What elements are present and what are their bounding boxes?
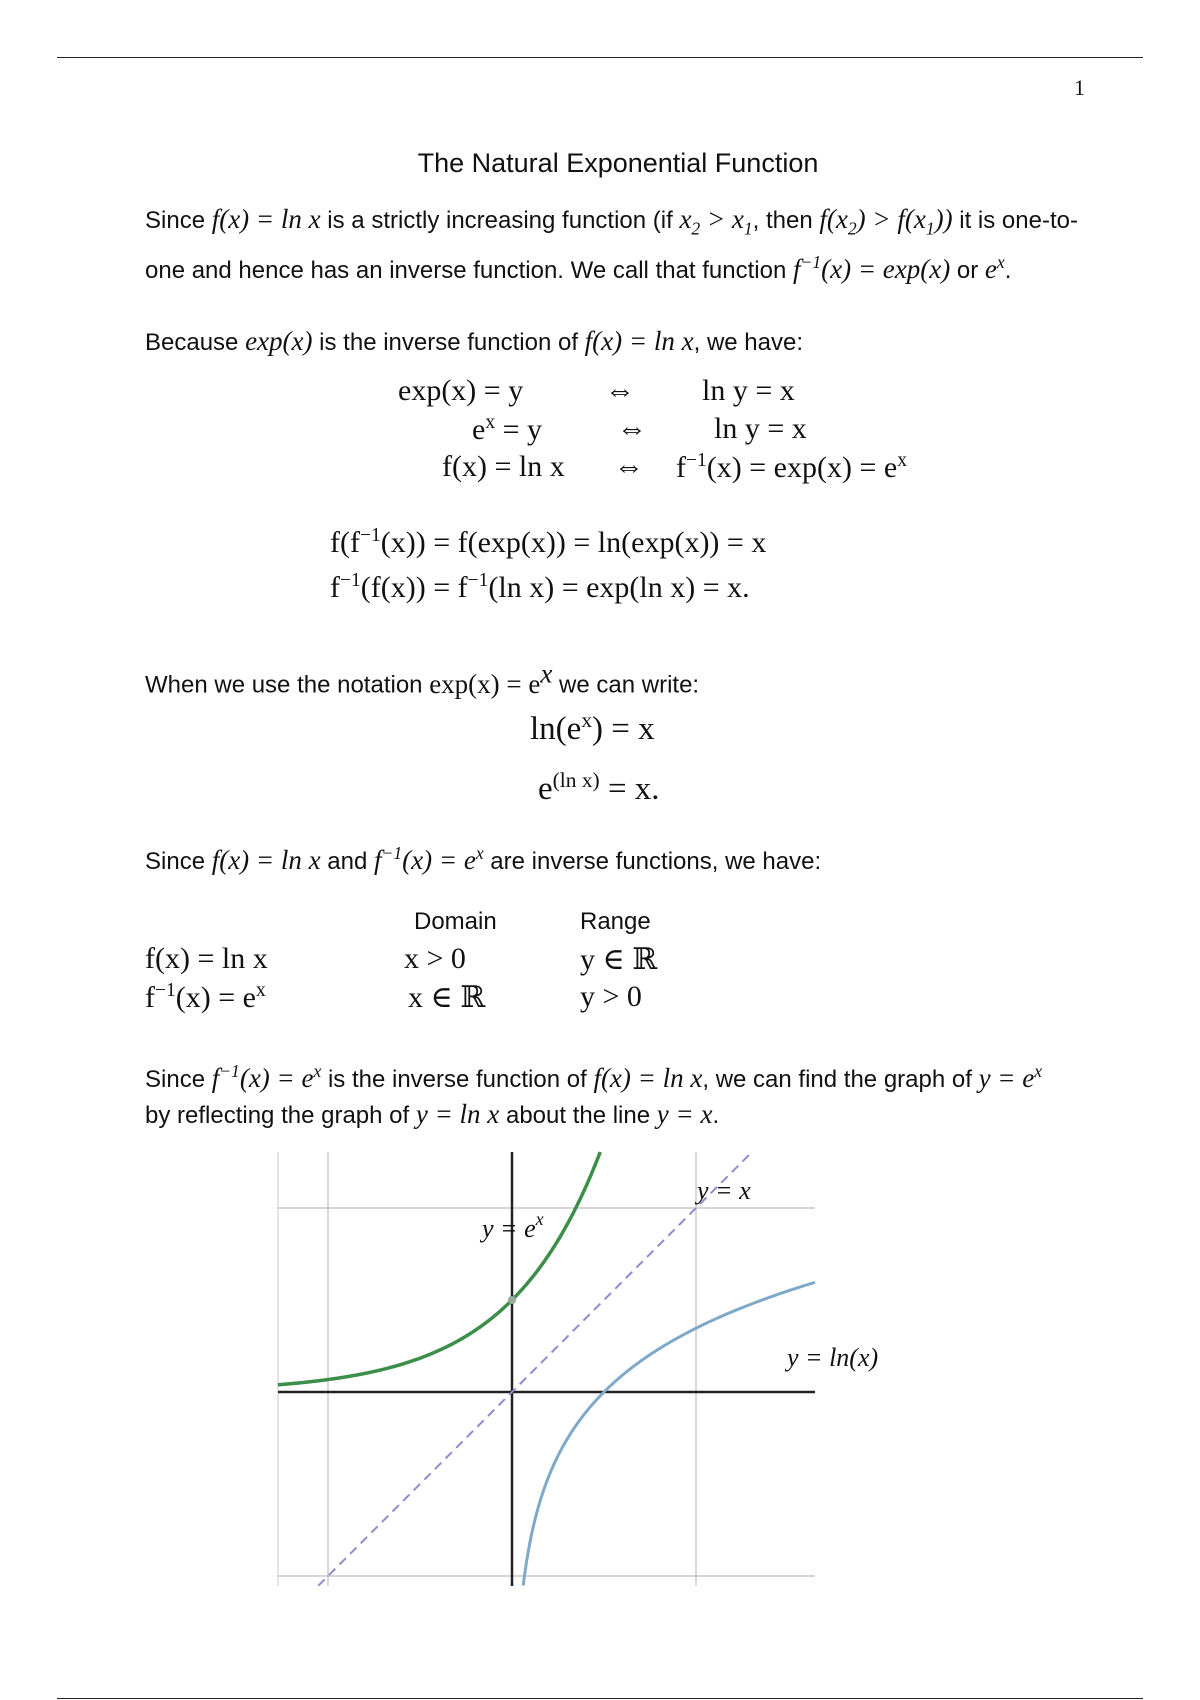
identity-1: $\ln(e^x) = x$ xyxy=(530,708,655,747)
equivalence-1-left: exp(x) = y xyxy=(398,374,524,407)
equivalence-3-right: $f^{-1}(x) = \exp(x) = e^x$ xyxy=(676,450,907,484)
bottom-rule xyxy=(57,1698,1143,1699)
identity-2: $e^{(ln x)} = x$. xyxy=(538,768,660,807)
since-inverse-paragraph: Since f(x) = ln x and $f^{-1}(x) = e^x$ are inverse functions, we have: xyxy=(145,843,822,875)
identity-label: y = x xyxy=(697,1176,751,1205)
composition-2: $f^{-1}(f(x)) = f^{-1}(\ln$ x) = exp(ln x) = x. xyxy=(330,570,750,604)
equivalence-1-arrow: ⇔ xyxy=(605,374,635,407)
point-0-1 xyxy=(508,1296,516,1304)
range-header: Range xyxy=(580,908,651,935)
domain-header: Domain xyxy=(414,908,497,935)
because-paragraph: Because exp(x) is the inverse function of f(x) = ln x, we have: xyxy=(145,326,804,356)
ln-curve xyxy=(523,1282,815,1585)
table-row-2-range: y > 0 xyxy=(580,980,642,1013)
table-row-2-domain: x ∈ ℝ xyxy=(408,981,486,1014)
exp-label: $y = e^x$ xyxy=(482,1209,544,1243)
equivalence-1-right: ln y = x xyxy=(702,374,795,407)
equivalence-2-right: ln y = x xyxy=(714,412,807,445)
table-row-2-function: $f^{-1}(x) = e^x$ xyxy=(145,980,266,1014)
page-title: The Natural Exponential Function xyxy=(417,148,819,178)
equivalence-2-arrow: ⇔ xyxy=(617,412,647,445)
table-row-1-domain: x > 0 xyxy=(404,942,466,975)
intro-paragraph: Since f(x) = ln x is a strictly increasing function (if $x_2 > x_1$, then $f(x_2) > f(x_1)$) it is one-to-one and hence has an inverse function. We call that function $f^{-1}(x) = \exp(x)$ or $e^x$. xyxy=(145,204,1078,285)
equivalence-3-left: f(x) = ln x xyxy=(442,450,565,483)
notation-paragraph: When we use the notation $\exp(x) = e^x$ we can write: xyxy=(145,658,700,699)
ln-label: y = ln(x) xyxy=(787,1343,879,1372)
equivalence-2-left: $e^x = y$ xyxy=(472,412,542,446)
reflection-paragraph: Since $f^{-1}(x) = e^x$ is the inverse function of f(x) = ln x, we can find the graph of $y = e^x$ by reflecting the graph of y = ln x about the line y = x. xyxy=(145,1061,1043,1129)
table-row-1-range: y ∈ ℝ xyxy=(580,943,658,976)
table-row-1-function: f(x) = ln x xyxy=(145,942,268,975)
equivalence-3-arrow: ⇔ xyxy=(614,450,644,483)
page-number: 1 xyxy=(1074,75,1085,100)
exp-curve xyxy=(278,1152,600,1385)
composition-1: $f(f^{-1}(x)) = f(\exp(x)) = \ln(\exp(x)) = x$ xyxy=(330,525,767,559)
